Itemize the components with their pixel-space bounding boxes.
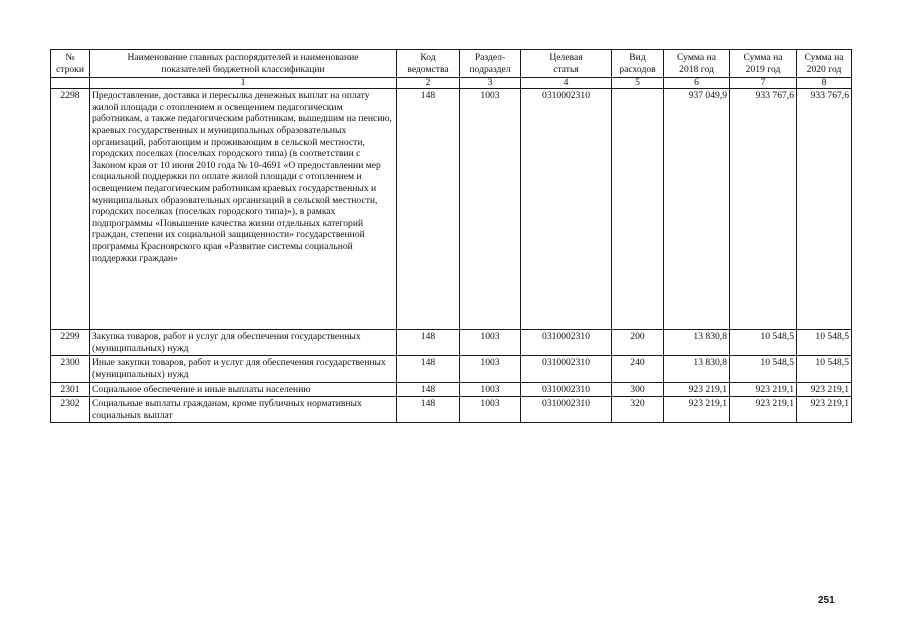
row-sum-2018: 13 830,8 [664,330,730,356]
header-line: Целевая [549,52,583,63]
row-sum-2020: 933 767,6 [797,89,852,330]
header-line: Вид [629,52,646,63]
row-sum-2019: 923 219,1 [730,382,797,397]
row-dept-code: 148 [397,356,460,382]
row-sum-2020: 10 548,5 [797,330,852,356]
header-line: 2020 год [806,63,842,75]
row-name: Социальное обеспечение и иные выплаты населению [90,382,397,397]
row-sum-2018: 923 219,1 [664,397,730,423]
row-sum-2019: 923 219,1 [730,397,797,423]
row-number: 2298 [51,89,90,330]
header-line: 2019 год [745,63,781,75]
row-kind: 200 [612,330,664,356]
column-number: 7 [730,78,797,89]
row-sum-2019: 10 548,5 [730,356,797,382]
row-section: 1003 [460,330,521,356]
header-line: 2018 год [679,63,714,75]
header-line: Сумма на [743,52,783,63]
header-sum-2019 [730,50,797,78]
header-line: Код [420,52,436,63]
row-dept-code: 148 [397,382,460,397]
row-target: 0310002310 [521,356,612,382]
column-number: 5 [612,78,664,89]
header-row-number [51,50,90,78]
page-number: 251 [818,595,835,606]
table-row [51,397,852,423]
row-sum-2019: 933 767,6 [730,89,797,330]
header-line: строки [56,63,84,75]
row-name: Социальные выплаты гражданам, кроме публичных нормативных социальных выплат [90,397,397,423]
header-kind [612,50,664,78]
column-number: 4 [521,78,612,89]
row-number: 2299 [51,330,90,356]
header-dept-code [397,50,460,78]
row-name: Иные закупки товаров, работ и услуг для обеспечения государственных (муниципальных) нужд [90,356,397,382]
row-kind: 240 [612,356,664,382]
row-section: 1003 [460,397,521,423]
row-name: Предоставление, доставка и пересылка денежных выплат на оплату жилой площади с отоплением и освещением педагогическим работникам, а также педагогическим работникам, вышедшим на пенсию, краевых государственных и муниципальных образовательных организаций, работающим и проживающим в сельской местности, городских поселках (поселках городского типа) (в соответствии с Законом края от 10 июня 2010 года № 10-4691 «О предоставлении мер социальной поддержки по оплате жилой площади с отоплением и освещением педагогическим работникам краевых государственных и муниципальных образовательных организаций в сельской местности, городских поселках (поселках городского типа)»), в рамках подпрограммы «Повышение качества жизни отдельных категорий граждан, степени их социальной защищенности» государственной программы Красноярского края «Развитие системы социальной поддержки граждан» [90,89,397,330]
row-sum-2018: 13 830,8 [664,356,730,382]
header-sum-2018 [664,50,730,78]
header-line: ведомства [407,63,449,75]
column-number: 1 [90,78,397,89]
header-line: подраздел [469,63,511,75]
row-section: 1003 [460,356,521,382]
row-sum-2018: 923 219,1 [664,382,730,397]
column-number: 3 [460,78,521,89]
row-name: Закупка товаров, работ и услуг для обеспечения государственных (муниципальных) нужд [90,330,397,356]
table-row [51,382,852,397]
header-line: № [65,52,75,63]
row-sum-2019: 10 548,5 [730,330,797,356]
header-target [521,50,612,78]
row-sum-2018: 937 049,9 [664,89,730,330]
row-sum-2020: 923 219,1 [797,382,852,397]
header-section [460,50,521,78]
row-target: 0310002310 [521,89,612,330]
header-row [51,50,852,78]
column-number [51,78,90,89]
table-row [51,89,852,330]
row-target: 0310002310 [521,397,612,423]
header-sum-2020 [797,50,852,78]
column-number-row [51,78,852,89]
row-target: 0310002310 [521,382,612,397]
header-name [90,50,397,78]
row-section: 1003 [460,89,521,330]
budget-table [50,49,852,423]
header-line: Сумма на [804,52,844,63]
header-line: Раздел- [474,52,506,63]
row-section: 1003 [460,382,521,397]
row-dept-code: 148 [397,330,460,356]
header-line: Наименование главных распорядителей и наименование [127,52,359,63]
row-kind: 320 [612,397,664,423]
row-kind: 300 [612,382,664,397]
row-number: 2302 [51,397,90,423]
header-line: Сумма на [677,52,716,63]
row-number: 2301 [51,382,90,397]
row-sum-2020: 10 548,5 [797,356,852,382]
row-target: 0310002310 [521,330,612,356]
table-row [51,356,852,382]
row-number: 2300 [51,356,90,382]
header-line: показателей бюджетной классификации [161,63,325,75]
header-line: статья [553,63,579,75]
row-kind [612,89,664,330]
column-number: 2 [397,78,460,89]
header-line: расходов [619,63,656,75]
row-sum-2020: 923 219,1 [797,397,852,423]
column-number: 8 [797,78,852,89]
row-dept-code: 148 [397,397,460,423]
table-row [51,330,852,356]
row-dept-code: 148 [397,89,460,330]
column-number: 6 [664,78,730,89]
